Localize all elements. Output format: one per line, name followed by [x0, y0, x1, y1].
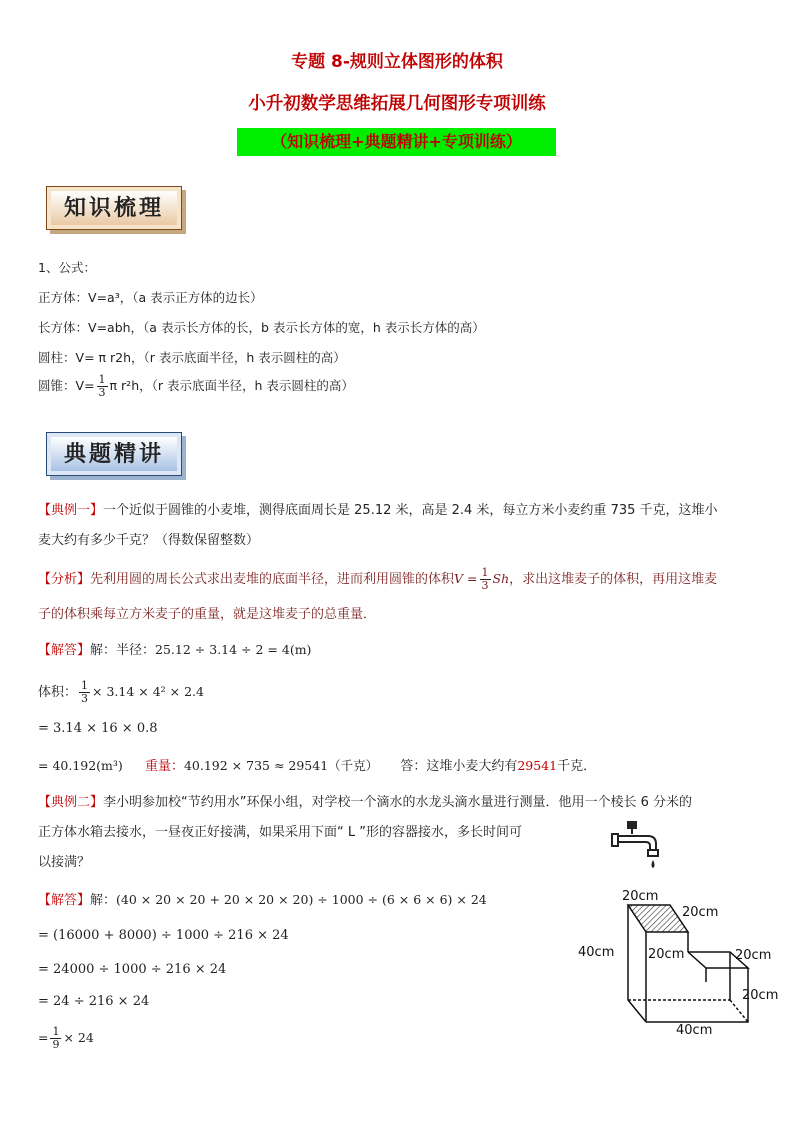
page-title: 专题 8-规则立体图形的体积 [291, 52, 503, 72]
section-badge-examples [46, 432, 182, 476]
label-top-depth: 20cm [682, 905, 719, 920]
analysis-sh: Sh [492, 571, 510, 586]
analysis-tag: 【分析】 [38, 572, 91, 587]
answer-intro: 解：半径： [90, 643, 156, 658]
example1-tag: 【典例一】 [38, 503, 104, 518]
fraction-denominator: 3 [98, 386, 106, 399]
fraction-denominator: 3 [81, 692, 89, 705]
example1-volume-line [38, 680, 204, 705]
example1-analysis-line2: 子的体积乘每立方米麦子的重量，就是这堆麦子的总重量． [38, 607, 377, 622]
example2-question: 李小明参加校“节约用水”环保小组，对学校一个滴水的水龙头滴水量进行测量．他用一个棱长 6 分米的 [103, 795, 693, 810]
answer-intro: 解： [90, 893, 117, 908]
example2-text-line2: 正方体水箱去接水，一昼夜正好接满，如果采用下面“ L ”形的容器接水，多长时间可 [38, 825, 522, 840]
final-answer-prefix: 答：这堆小麦大约有 [400, 759, 518, 774]
cone-prefix: V= [75, 378, 95, 393]
equals-sign: = [38, 1030, 49, 1045]
cone-formula: π r²h，（r 表示底面半径，h 表示圆柱的高） [109, 378, 354, 393]
cube-formula: V=a³，（a 表示正方体的边长） [88, 290, 263, 305]
cone-fraction [97, 374, 108, 399]
example1-text-line1 [38, 502, 718, 520]
fraction-denominator: 9 [52, 1038, 60, 1051]
faucet-icon [612, 822, 658, 856]
expression-step1: (40 × 20 × 20 + 20 × 20 × 20) ÷ 1000 ÷ (6 × 6 × 6) × 24 [116, 892, 487, 907]
fraction-numerator: 1 [52, 1025, 60, 1038]
analysis-fraction [480, 567, 491, 592]
weight-expression: 40.192 × 735 ≈ 29541（千克） [183, 758, 379, 773]
answer-tag: 【解答】 [38, 643, 91, 658]
label-right-height: 20cm [742, 988, 779, 1003]
weight-label: 重量： [144, 759, 184, 774]
l-container-outline [628, 905, 748, 1022]
example2-answer-line [38, 891, 487, 910]
analysis-formula: V = [454, 571, 478, 586]
example1-text-line2: 麦大约有多少千克？（得数保留整数） [38, 533, 260, 548]
fraction-denominator: 3 [481, 579, 489, 592]
formula-cylinder [38, 348, 346, 366]
expression-step5 [38, 1026, 94, 1051]
cuboid-label: 长方体： [38, 320, 89, 335]
cube-label: 正方体： [38, 290, 89, 305]
section-badge-label: 知识梳理 [51, 191, 177, 225]
step5-fraction [50, 1026, 61, 1051]
cone-label: 圆锥： [38, 378, 76, 393]
expression-step3: = 24000 ÷ 1000 ÷ 216 × 24 [38, 962, 227, 977]
subtitle-banner: （知识梳理+典题精讲+专项训练） [237, 128, 556, 156]
cylinder-label: 圆柱： [38, 350, 76, 365]
analysis-text: 先利用圆的周长公式求出麦堆的底面半径，进而利用圆锥的体积 [90, 572, 455, 587]
analysis-text-cont: ，求出这堆麦子的体积，再用这堆麦 [509, 572, 718, 587]
example1-answer-line [38, 641, 311, 660]
example2-text-line1 [38, 794, 692, 812]
fraction-numerator: 1 [98, 373, 106, 386]
expression-step2: = (16000 + 8000) ÷ 1000 ÷ 216 × 24 [38, 928, 289, 943]
radius-expression: 25.12 ÷ 3.14 ÷ 2 = 4(m) [155, 642, 312, 657]
cuboid-formula: V=abh，（a 表示长方体的长，b 表示长方体的宽，h 表示长方体的高） [88, 320, 485, 335]
label-top-width: 20cm [622, 889, 659, 904]
formula-cone [38, 374, 354, 399]
volume-expression: × 3.14 × 4² × 2.4 [92, 684, 204, 699]
cylinder-formula: V= π r2h，（r 表示底面半径，h 表示圆柱的高） [75, 350, 346, 365]
volume-label: 体积： [38, 685, 78, 700]
label-left-height: 40cm [578, 945, 615, 960]
final-answer-suffix: 千克． [557, 759, 597, 774]
example2-text-line3: 以接满？ [38, 855, 91, 870]
section-badge-label: 典题精讲 [51, 437, 177, 471]
l-container-figure [570, 820, 785, 1040]
fraction-numerator: 1 [481, 566, 489, 579]
label-right-depth: 20cm [735, 948, 772, 963]
volume-result: = 40.192(m³) [38, 758, 123, 773]
example1-step3-line [38, 757, 596, 776]
step5-suffix: × 24 [63, 1030, 94, 1045]
water-drop-icon [652, 860, 655, 868]
formula-intro: 1、公式： [38, 260, 96, 275]
example1-analysis-line1 [38, 567, 717, 592]
label-bottom-length: 40cm [676, 1023, 713, 1038]
example1-question: 一个近似于圆锥的小麦堆，测得底面周长是 25.12 米，高是 2.4 米，每立方米小麦约重 735 千克，这堆小 [103, 503, 718, 518]
label-mid-width: 20cm [648, 947, 685, 962]
answer-tag: 【解答】 [38, 893, 91, 908]
page-subtitle: 小升初数学思维拓展几何图形专项训练 [248, 94, 546, 114]
example2-tag: 【典例二】 [38, 795, 104, 810]
example1-step2: = 3.14 × 16 × 0.8 [38, 721, 158, 736]
section-badge-knowledge [46, 186, 182, 230]
fraction-numerator: 1 [81, 679, 89, 692]
final-answer-value: 29541 [517, 758, 558, 773]
formula-cuboid [38, 318, 485, 336]
volume-fraction [79, 680, 90, 705]
formula-cube [38, 288, 263, 306]
expression-step4: = 24 ÷ 216 × 24 [38, 994, 150, 1009]
